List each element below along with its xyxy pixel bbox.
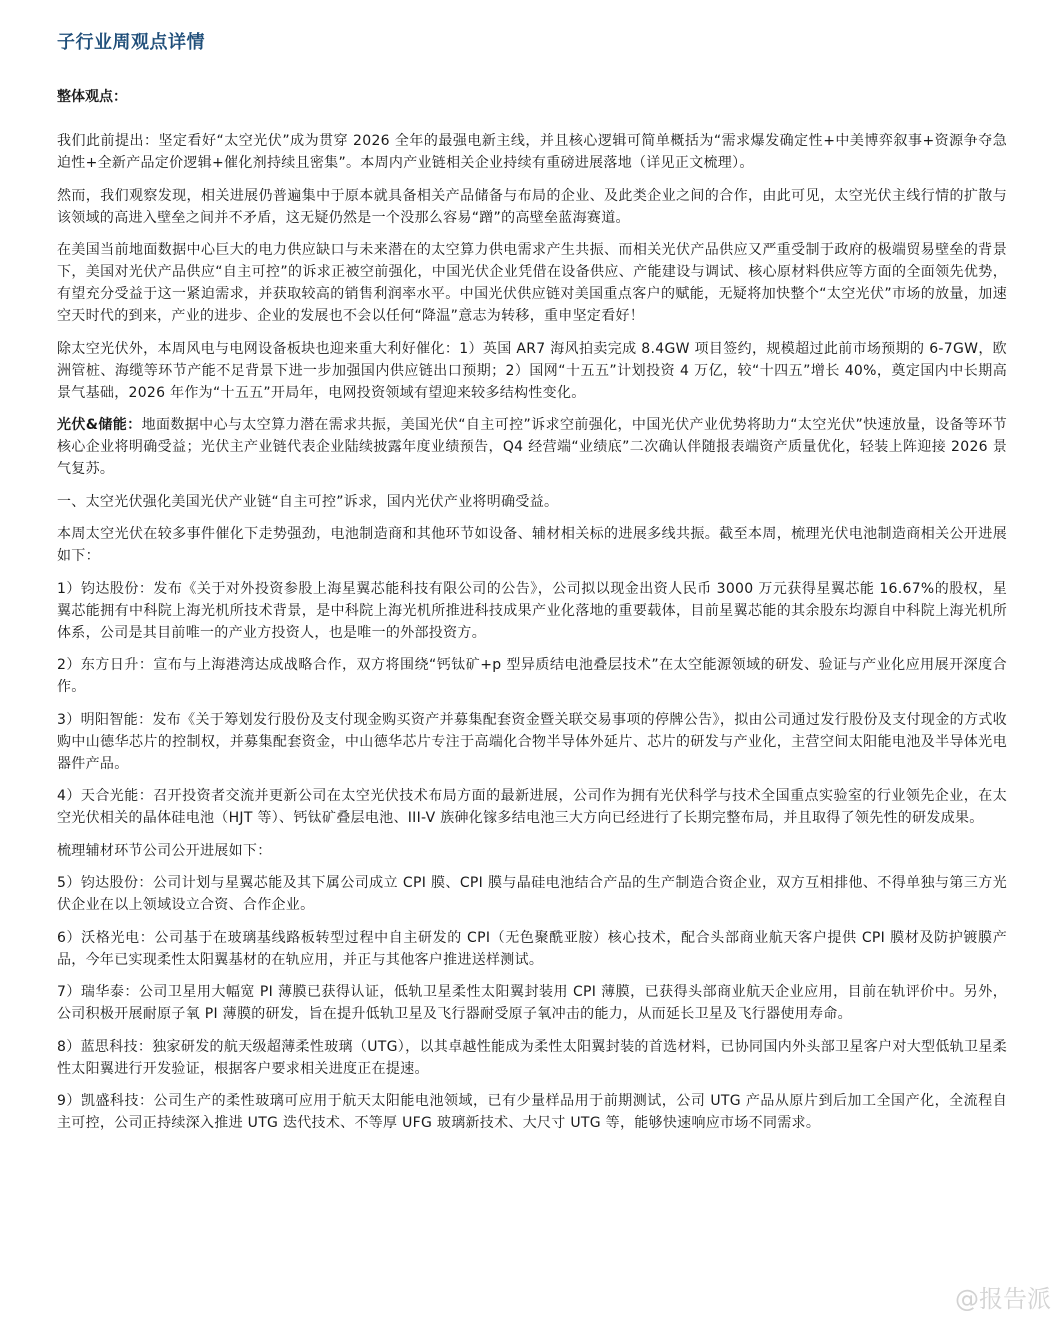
list-item: 8）蓝思科技：独家研发的航天级超薄柔性玻璃（UTG），以其卓越性能成为柔性太阳翼封装的首选材料，已协同国内外头部卫星客户对大型低轨卫星柔性太阳翼进行开发验证，根据客户要求相关进度正在提速。: [57, 1038, 1007, 1077]
paragraph: 除太空光伏外，本周风电与电网设备板块也迎来重大利好催化：1）英国 AR7 海风拍卖完成 8.4GW 项目签约，规模超过此前市场预期的 6-7GW，欧洲管桩、海缆等环节产能不足背景下进一步加强国内供应链出口预期；2）国网“十五五”计划投资 4 万亿，较“十四五”增长 40%，奠定国内中长期高景气基础，2026 年作为“十五五”开局年，电网投资领域有望迎来较多结构性变化。: [57, 340, 1007, 401]
paragraph: 在美国当前地面数据中心巨大的电力供应缺口与未来潜在的太空算力供电需求产生共振、而相关光伏产品供应又严重受制于政府的极端贸易壁垒的背景下，美国对光伏产品供应“自主可控”的诉求正被空前强化，中国光伏企业凭借在设备供应、产能建设与调试、核心原材料供应等方面的全面领先优势，有望充分受益于这一紧迫需求，并获取较高的销售利润率水平。中国光伏供应链对美国重点客户的赋能，无疑将加快整个“太空光伏”市场的放量，加速空天时代的到来，产业的进步、企业的发展也不会以任何“降温”意志为转移，重申坚定看好！: [57, 242, 1007, 324]
section-heading: 子行业周观点详情: [57, 32, 205, 53]
battery-intro: 本周太空光伏在较多事件催化下走势强劲，电池制造商和其他环节如设备、辅材相关标的进展多线共振。截至本周，梳理光伏电池制造商相关公开进展如下：: [57, 526, 1007, 564]
list-item: 2）东方日升：宣布与上海港湾达成战略合作，双方将围绕“钙钛矿+p 型异质结电池叠层技术”在太空能源领域的研发、验证与产业化应用展开深度合作。: [57, 657, 1007, 695]
pv-storage-label: 光伏&储能：: [57, 417, 142, 433]
watermark: @报告派: [955, 1285, 1051, 1313]
list-item: 9）凯盛科技：公司生产的柔性玻璃可应用于航天太阳能电池领域，已有少量样品用于前期测试，公司 UTG 产品从原片到后加工全国产化，全流程自主可控，公司正持续深入推进 UTG 迭代技术、不等厚 UFG 玻璃新技术、大尺寸 UTG 等，能够快速响应市场不同需求。: [57, 1093, 1007, 1131]
overview-label: 整体观点：: [57, 89, 127, 105]
pv-storage-text: 地面数据中心与太空算力潜在需求共振，美国光伏“自主可控”诉求空前强化，中国光伏产业优势将助力“太空光伏”快速放量，设备等环节核心企业将明确受益；光伏主产业链代表企业陆续披露年度业绩预告，Q4 经营端“业绩底”二次确认伴随报表端资产质量优化，轻装上阵迎接 2026 景气复苏。: [57, 417, 1008, 477]
report-page: [57, 28, 1007, 1145]
list-item: 6）沃格光电：公司基于在玻璃基线路板转型过程中自主研发的 CPI（无色聚酰亚胺）核心技术，配合头部商业航天客户提供 CPI 膜材及防护镀膜产品，今年已实现柔性太阳翼基材的在轨应用，并正与其他客户推进送样测试。: [57, 929, 1007, 968]
list-item: 3）明阳智能：发布《关于筹划发行股份及支付现金购买资产并募集配套资金暨关联交易事项的停牌公告》，拟由公司通过发行股份及支付现金的方式收购中山德华芯片的控制权，并募集配套资金，中山德华芯片专注于高端化合物半导体外延片、芯片的研发与产业化，主营空间太阳能电池及半导体光电器件产品。: [57, 711, 1007, 772]
aux-intro: 梳理辅材环节公司公开进展如下：: [57, 842, 272, 859]
pv-storage-paragraph: [57, 414, 1007, 480]
paragraph: 然而，我们观察发现，相关进展仍普遍集中于原本就具备相关产品储备与布局的企业、及此类企业之间的合作，由此可见，太空光伏主线行情的扩散与该领域的高进入壁垒之间并不矛盾，这无疑仍然是一个没那么容易“蹭”的高壁垒蓝海赛道。: [57, 187, 1007, 226]
list-item: 4）天合光能：召开投资者交流并更新公司在太空光伏技术布局方面的最新进展，公司作为拥有光伏科学与技术全国重点实验室的行业领先企业，在太空光伏相关的晶体硅电池（HJT 等）、钙钛矿叠层电池、III-V 族砷化镓多结电池三大方向已经进行了长期完整布局，并且取得了领先性的研发成果。: [57, 788, 1007, 826]
section-title: 一、太空光伏强化美国光伏产业链“自主可控”诉求，国内光伏产业将明确受益。: [57, 493, 559, 510]
list-item: 5）钧达股份：公司计划与星翼芯能及其下属公司成立 CPI 膜、CPI 膜与晶硅电池结合产品的生产制造合资企业，双方互相排他、不得单独与第三方光伏企业在以上领域设立合资、合作企业。: [57, 875, 1007, 913]
paragraph: 我们此前提出：坚定看好“太空光伏”成为贯穿 2026 全年的最强电新主线，并且核心逻辑可简单概括为“需求爆发确定性+中美博弈叙事+资源争夺急迫性+全新产品定价逻辑+催化剂持续且密集”。本周内产业链相关企业持续有重磅进展落地（详见正文梳理）。: [57, 133, 1007, 171]
list-item: 1）钧达股份：发布《关于对外投资参股上海星翼芯能科技有限公司的公告》，公司拟以现金出资人民币 3000 万元获得星翼芯能 16.67%的股权，星翼芯能拥有中科院上海光机所技术背景，是中科院上海光机所推进科技成果产业化落地的重要载体，目前星翼芯能的其余股东均源自中科院上海光机所体系，公司是其目前唯一的产业方投资人，也是唯一的外部投资方。: [57, 580, 1007, 641]
list-item: 7）瑞华泰：公司卫星用大幅宽 PI 薄膜已获得认证，低轨卫星柔性太阳翼封装用 CPI 薄膜，已获得头部商业航天企业应用，目前在轨评价中。另外，公司积极开展耐原子氧 PI 薄膜的研发，旨在提升低轨卫星及飞行器耐受原子氧冲击的能力，从而延长卫星及飞行器使用寿命。: [57, 984, 1007, 1022]
